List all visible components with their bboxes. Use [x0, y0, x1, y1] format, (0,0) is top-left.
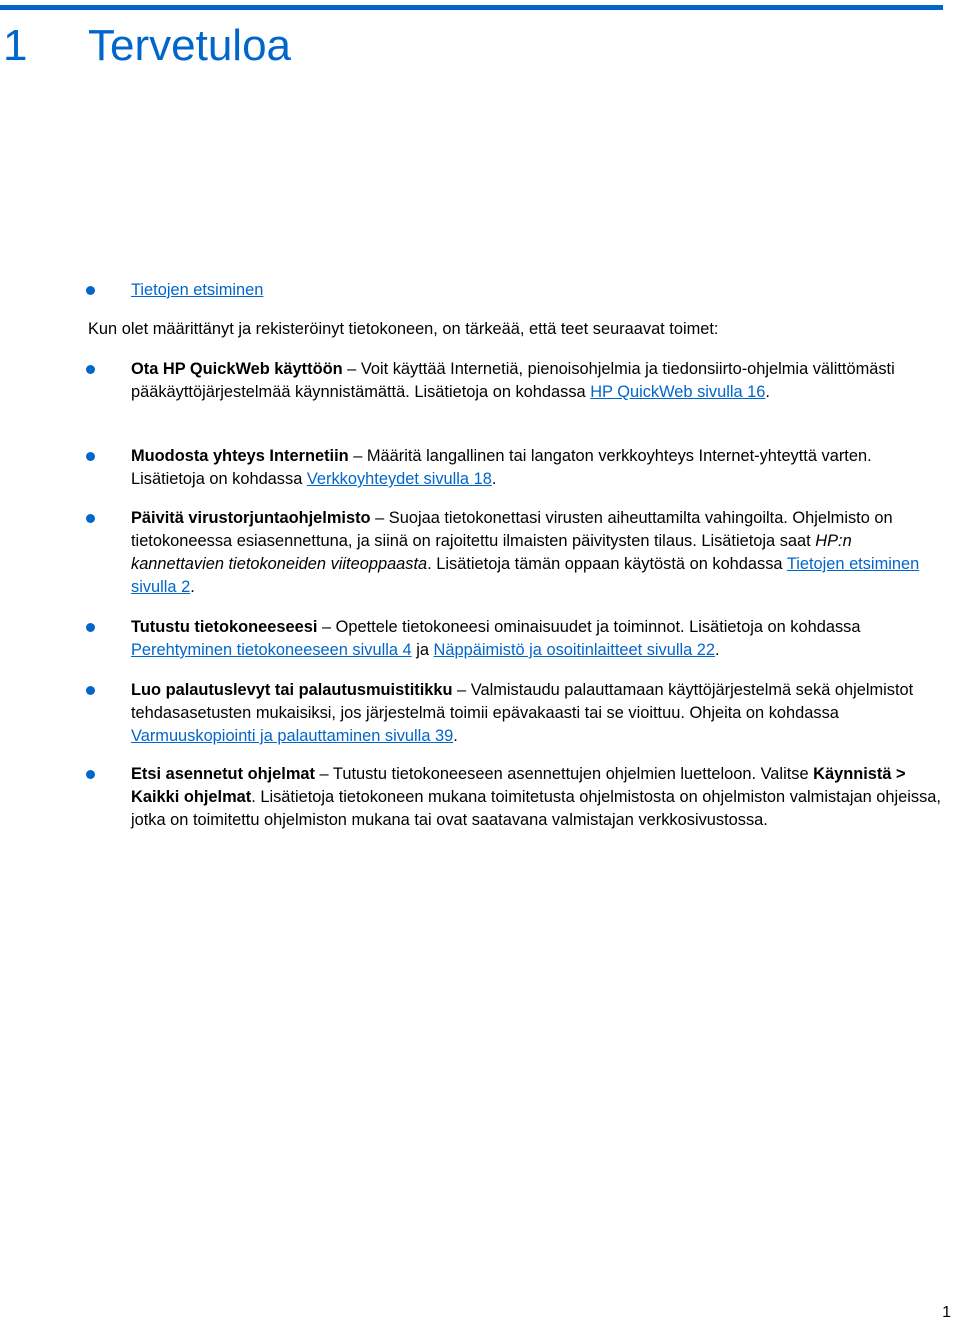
list-item-antivirus: Päivitä virustorjuntaohjelmisto – Suojaa tietokonettasi virusten aiheuttamilta vahingoilta. Ohjelmisto on tietokoneessa esiasennettuna, ja siinä on rajoitettu ilmaisten päivitysten tilaus. Lisätietoja saat HP:n kannettavien tietokoneiden viiteoppaasta. Lisätietoja tämän oppaan käytöstä on kohdassa Tietojen etsiminen sivulla 2. [131, 509, 920, 596]
link-varmuuskopiointi[interactable]: Varmuuskopiointi ja palauttaminen sivulla 39 [131, 727, 454, 745]
bullet-icon [86, 514, 95, 523]
chapter-heading [3, 16, 291, 76]
link-perehtyminen[interactable]: Perehtyminen tietokoneeseen sivulla 4 [131, 641, 412, 659]
list-item-installed-programs: Etsi asennetut ohjelmat – Tutustu tietokoneeseen asennettujen ohjelmien luetteloon. Valitse Käynnistä > Kaikki ohjelmat. Lisätietoja tietokoneen mukana toimitetusta ohjelmistosta on ohjelmiston valmistajan ohjeissa, jotka on toimitettu ohjelmiston mukana tai ovat saatavana valmistajan verkkosivustossa. [131, 765, 941, 829]
bullet-icon [86, 770, 95, 779]
toc-item [131, 279, 943, 302]
list-item-internet: Muodosta yhteys Internetiin – Määritä langallinen tai langaton verkkoyhteys Internet-yhteyttä varten. Lisätietoja on kohdassa Verkkoyhteydet sivulla 18. [131, 447, 872, 488]
item-reference-guide: HP:n kannettavien tietokoneiden viiteoppaasta [131, 532, 852, 573]
list-item-get-to-know: Tutustu tietokoneeseesi – Opettele tietokoneesi ominaisuudet ja toiminnot. Lisätietoja on kohdassa Perehtyminen tietokoneeseen sivulla 4 ja Näppäimistö ja osoitinlaitteet sivulla 22. [131, 618, 861, 659]
page-number: 1 [942, 1304, 951, 1321]
item-title: Luo palautuslevyt tai palautusmuistitikku [131, 681, 453, 699]
bullet-icon [86, 686, 95, 695]
bullet-icon [86, 365, 95, 374]
item-menu-path: Käynnistä > Kaikki ohjelmat [131, 765, 906, 806]
link-verkkoyhteydet[interactable]: Verkkoyhteydet sivulla 18 [306, 470, 492, 488]
link-hp-quickweb[interactable]: HP QuickWeb sivulla 16 [590, 383, 766, 401]
bullet-icon [86, 286, 95, 295]
item-title: Tutustu tietokoneeseesi [131, 618, 318, 636]
item-title: Muodosta yhteys Internetiin [131, 447, 349, 465]
item-title: Etsi asennetut ohjelmat [131, 765, 315, 783]
chapter-title: Tervetuloa [88, 21, 292, 70]
bullet-icon [86, 452, 95, 461]
item-title: Ota HP QuickWeb käyttöön [131, 360, 343, 378]
chapter-number: 1 [3, 21, 28, 70]
list-item-recovery: Luo palautuslevyt tai palautusmuistitikku – Valmistaudu palauttamaan käyttöjärjestelmä sekä ohjelmistot tehdasasetusten mukaisiksi, jos järjestelmä toimii epävakaasti tai se vioittuu. Ohjeita on kohdassa Varmuuskopiointi ja palauttaminen sivulla 39. [131, 681, 914, 745]
item-title: Päivitä virustorjuntaohjelmisto [131, 509, 371, 527]
bullet-icon [86, 623, 95, 632]
intro-paragraph: Kun olet määrittänyt ja rekisteröinyt tietokoneen, on tärkeää, että teet seuraavat toimet: [88, 320, 719, 338]
list-item-quickweb: Ota HP QuickWeb käyttöön – Voit käyttää Internetiä, pienoisohjelmia ja tiedonsiirto-ohjelmia välittömästi pääkäyttöjärjestelmää käynnistämättä. Lisätietoja on kohdassa HP QuickWeb sivulla 16. [131, 360, 895, 401]
top-rule [0, 5, 943, 10]
toc-link-tietojen-etsiminen[interactable]: Tietojen etsiminen [131, 281, 264, 299]
link-nappaimisto[interactable]: Näppäimistö ja osoitinlaitteet sivulla 22 [433, 641, 716, 659]
link-tietojen-etsiminen[interactable]: Tietojen etsiminen sivulla 2 [131, 555, 920, 596]
